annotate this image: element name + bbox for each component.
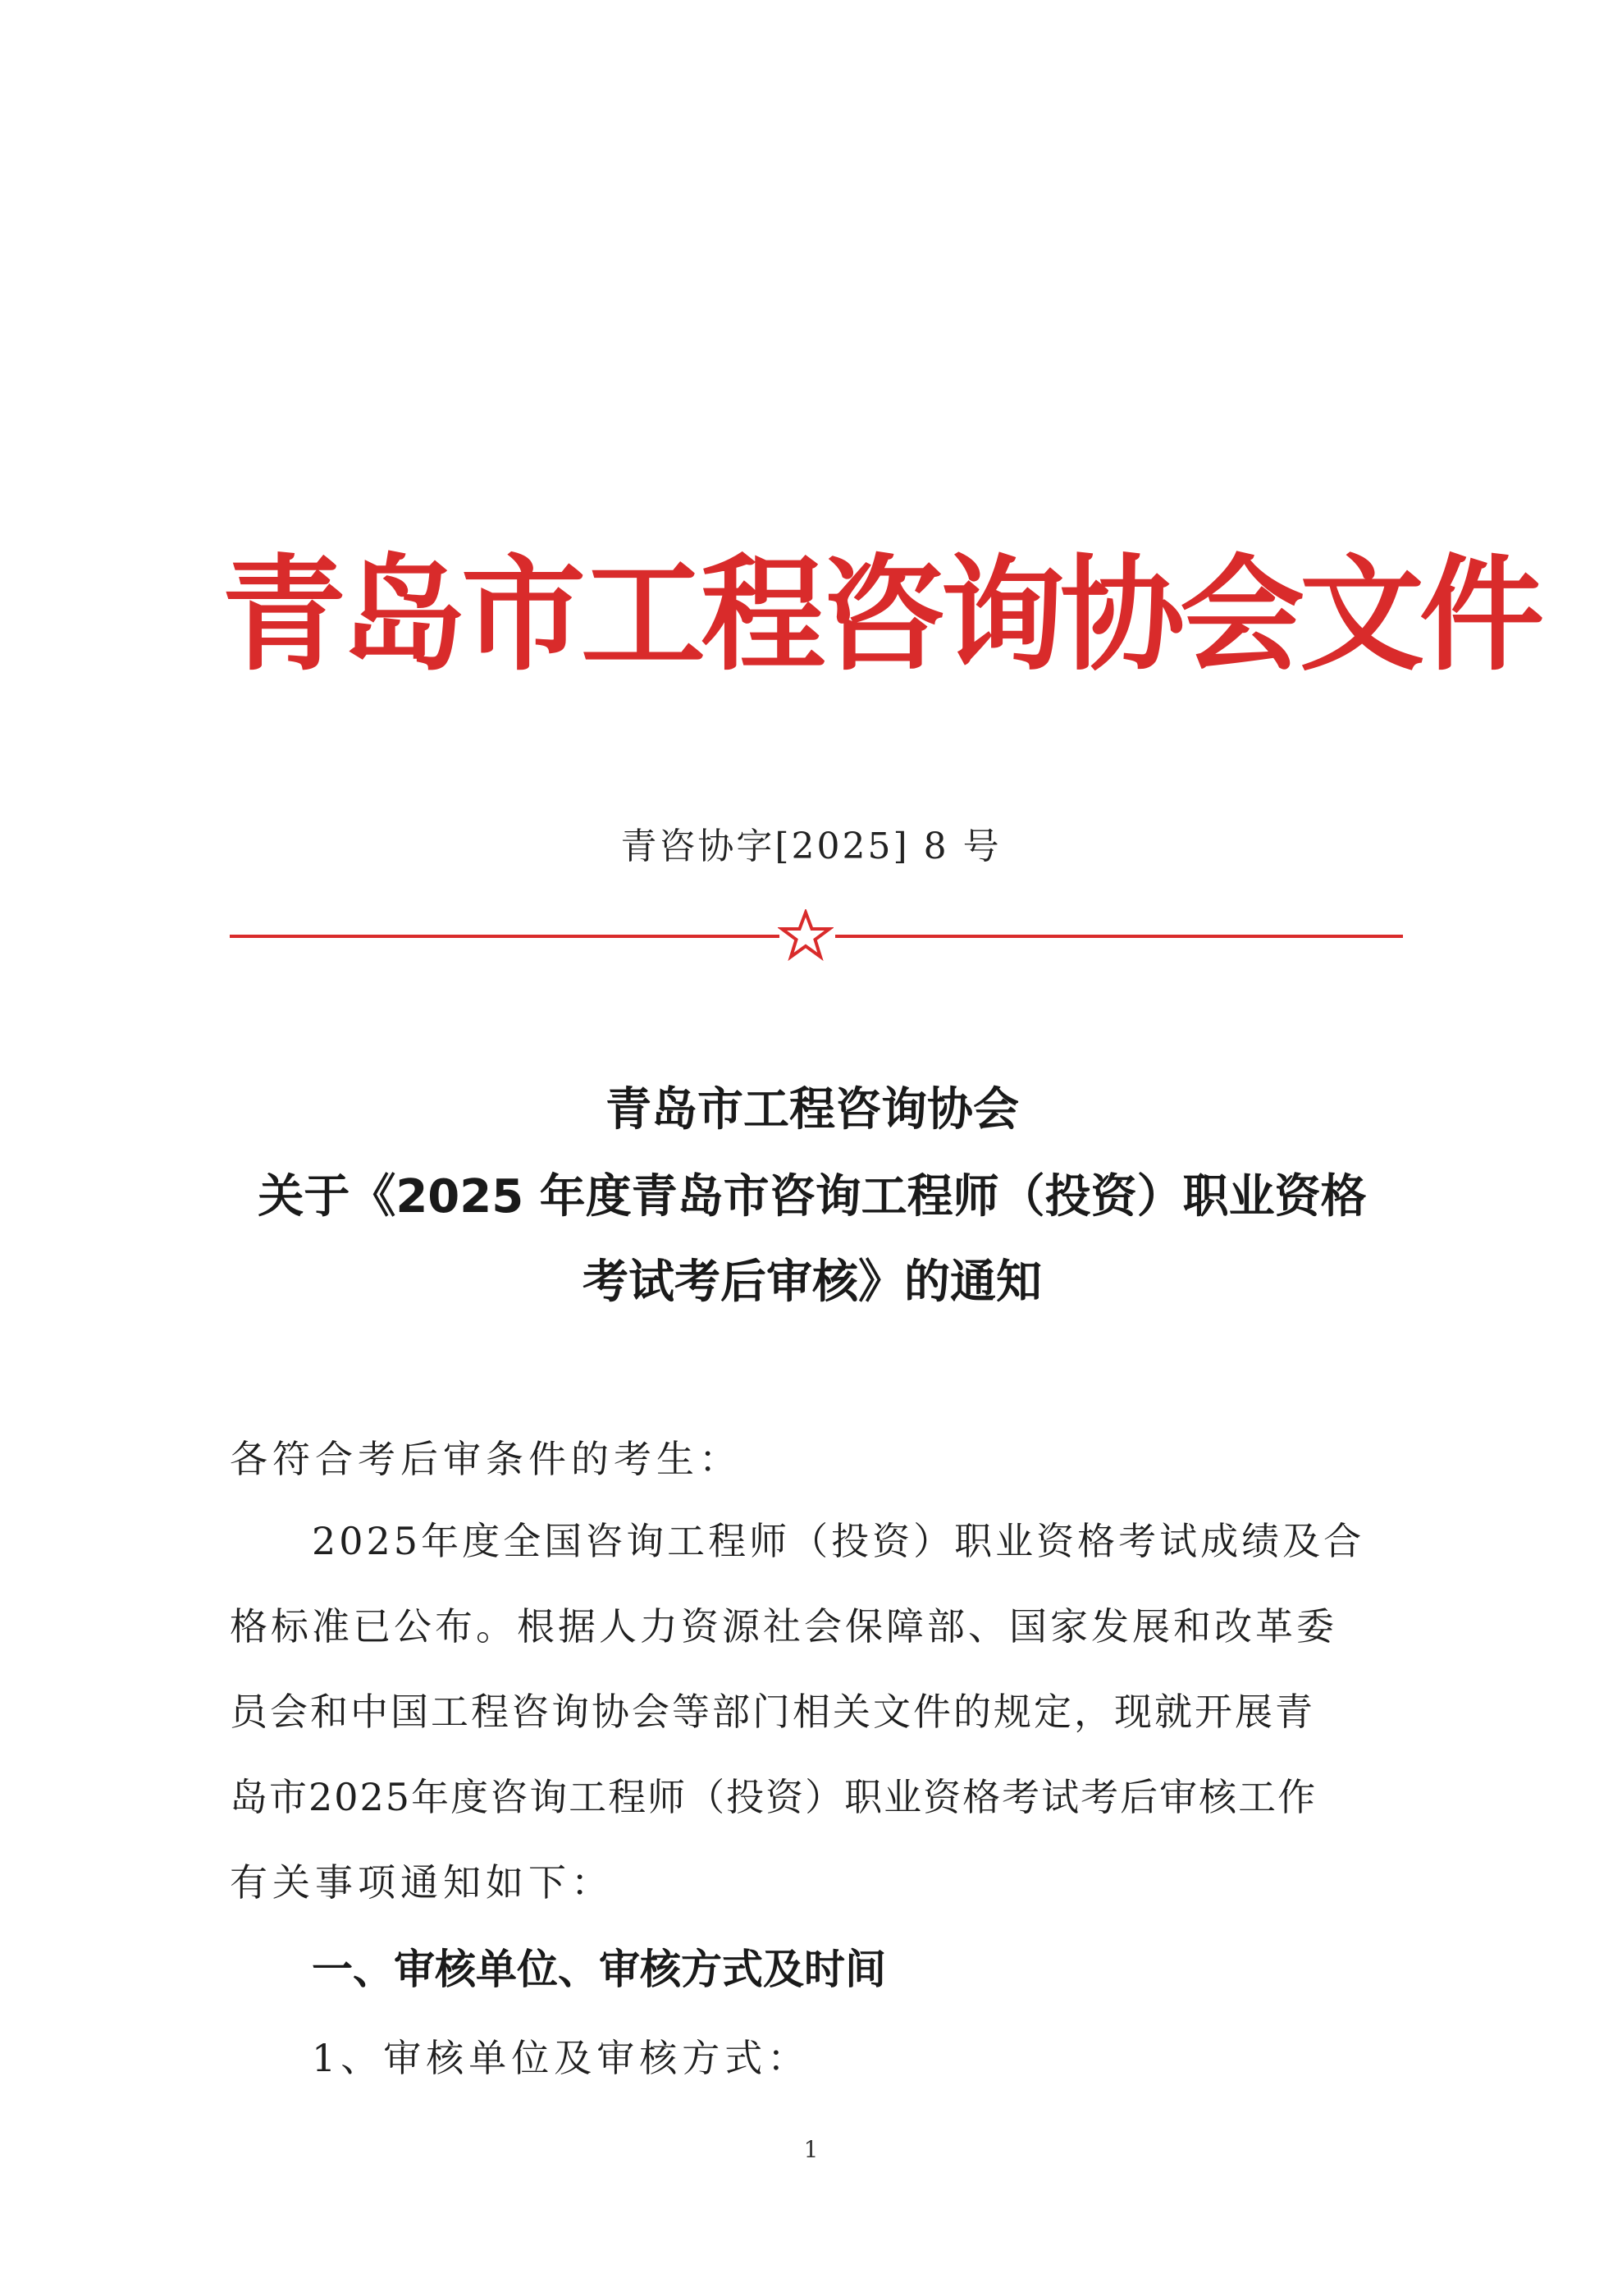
paragraph-line: 格标准已公布。根据人力资源社会保障部、国家发展和改革委 — [230, 1604, 1337, 1649]
notice-title-line-1: 青岛市工程咨询协会 — [605, 1083, 1019, 1137]
salutation: 各符合考后审条件的考生： — [230, 1437, 742, 1481]
red-divider-left — [230, 935, 779, 938]
paragraph-line: 岛市2025年度咨询工程师（投资）职业资格考试考后审核工作 — [230, 1775, 1318, 1819]
subsection-heading-1: 1、审核单位及审核方式： — [312, 2036, 811, 2080]
star-icon — [778, 909, 834, 962]
section-heading-1: 一、审核单位、审核方式及时间 — [312, 1946, 886, 1993]
paragraph-line: 员会和中国工程咨询协会等部门相关文件的规定，现就开展青 — [230, 1690, 1315, 1734]
page-number: 1 — [803, 2136, 819, 2163]
notice-title-line-2: 关于《2025 年度青岛市咨询工程师（投资）职业资格 — [258, 1170, 1367, 1223]
document-number: 青咨协字[2025] 8 号 — [620, 826, 1002, 867]
notice-title-line-3: 考试考后审核》的通知 — [583, 1255, 1042, 1309]
red-divider-right — [835, 935, 1403, 938]
masthead-title: 青岛市工程咨询协会文件 — [222, 542, 1539, 688]
paragraph-line: 2025年度全国咨询工程师（投资）职业资格考试成绩及合 — [312, 1519, 1365, 1563]
paragraph-line: 有关事项通知如下： — [230, 1860, 614, 1905]
